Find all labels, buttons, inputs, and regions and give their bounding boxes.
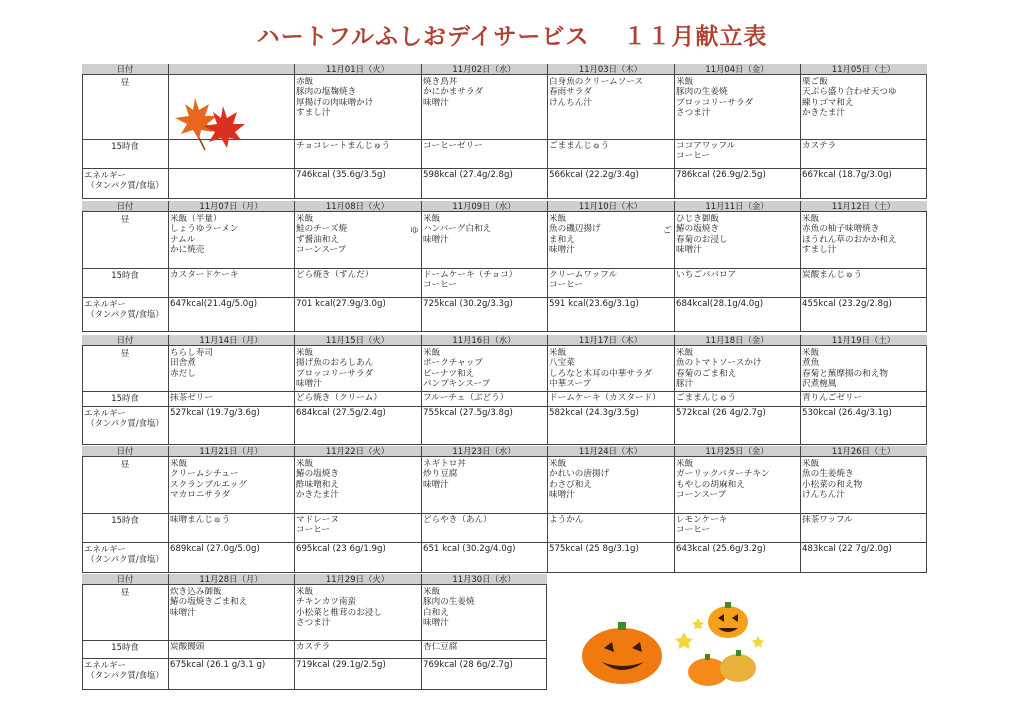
snack-menu: ようかん: [549, 515, 584, 525]
energy-value: 598kcal (27.4g/2.8g): [423, 170, 513, 180]
lunch-menu: 焼き鳥丼 かにかまサラダ 味噌汁: [423, 77, 484, 108]
lunch-menu: 米飯 豚肉の生姜焼 ブロッコリーサラダ さつま汁: [676, 77, 754, 119]
pumpkin-stem: [618, 622, 626, 630]
date-header: 11月03日（木）: [578, 64, 643, 74]
date-header: 11月24日（木）: [578, 446, 643, 456]
date-header: 11月30日（水）: [452, 574, 516, 584]
label-energy: エネルギー: [84, 544, 126, 554]
date-header: 11月02日（水）: [452, 64, 516, 74]
pumpkin-stem: [705, 654, 710, 660]
lunch-menu: 米飯 魚の生姜焼き 小松菜の和え物 けんちん汁: [802, 459, 863, 501]
lunch-menu: 米飯 豚肉の生姜焼 白和え 味噌汁: [423, 587, 475, 629]
energy-value: 527kcal (19.7g/3.6g): [170, 408, 260, 418]
lunch-menu: 白身魚のクリームソース 春雨サラダ けんちん汁: [549, 77, 644, 108]
lunch-menu: ちらし寿司 田舎煮 赤だし: [170, 348, 213, 379]
snack-menu: マドレーヌ コーヒー: [296, 515, 339, 536]
energy-value: 667kcal (18.7g/3.0g): [802, 170, 892, 180]
label-date: 日付: [116, 201, 134, 211]
label-date: 日付: [116, 574, 134, 584]
maple-leaves-illustration: [165, 92, 255, 154]
energy-value: 769kcal (28 6g/2.7g): [423, 660, 513, 670]
lunch-menu: 米飯 揚げ魚のおろしあん ブロッコリーサラダ 味噌汁: [296, 348, 374, 390]
snack-menu: カステラ: [802, 141, 837, 151]
lunch-menu: 栗ご飯 天ぷら盛り合わせ天つゆ 練りゴマ和え かきたま汁: [802, 77, 897, 119]
label-energy-sub: （タンパク質/食塩）: [86, 554, 164, 564]
lunch-menu: ひじき御飯 鰆の塩焼き 春菊のお浸し 味噌汁: [676, 214, 728, 256]
energy-value: 651 kcal (30.2g/4.0g): [423, 544, 516, 554]
pumpkin-stem: [725, 602, 731, 608]
maple-leaf-icon: [203, 106, 245, 148]
energy-value: 675kcal (26.1 g/3.1 g): [170, 660, 266, 670]
star-icon: [752, 636, 764, 648]
label-energy-sub: （タンパク質/食塩）: [86, 309, 164, 319]
lunch-menu: 赤飯 豚肉の塩麹焼き 厚揚げの肉味噌かけ すまし汁: [296, 77, 374, 119]
lunch-menu: 米飯 赤魚の柚子味噌焼き ほうれん草のおかか和え すまし汁: [802, 214, 897, 256]
date-header: 11月12日（土）: [831, 201, 896, 211]
date-header: 11月17日（木）: [578, 335, 643, 345]
lunch-menu: 米飯 ガーリックバターチキン もやしの胡麻和え コーンスープ: [676, 459, 770, 501]
date-header: 11月05日（土）: [831, 64, 896, 74]
lunch-menu: 米飯 ポークチャップ ピーナツ和え パンプキンスープ: [423, 348, 491, 390]
leaf-stem: [199, 138, 205, 150]
lunch-menu: 米飯 鮭のチーズ焼 ず醤油和え コーンスープ: [296, 214, 348, 256]
date-header: 11月18日（金）: [705, 335, 769, 345]
date-header: 11月28日（月）: [199, 574, 263, 584]
energy-value: 591 kcal(23.6g/3.1g): [549, 299, 639, 309]
pumpkin-icon: [720, 654, 756, 682]
date-header: 11月15日（火）: [325, 335, 390, 345]
week-block: [82, 201, 927, 332]
overflow-char: ご: [663, 226, 672, 237]
snack-menu: チョコレートまんじゅう: [296, 141, 391, 151]
label-snack: 15時食: [111, 270, 139, 280]
label-energy: エネルギー: [84, 408, 126, 418]
halloween-pumpkins-illustration: [580, 592, 770, 692]
snack-menu: 味噌まんじゅう: [170, 515, 231, 525]
date-header: 11月09日（水）: [452, 201, 516, 211]
label-lunch: 昼: [120, 459, 130, 469]
star-icon: [692, 618, 704, 630]
date-header: 11月11日（金）: [705, 201, 769, 211]
energy-value: 647kcal(21.4g/5.0g): [170, 299, 258, 309]
date-header: 11月14日（月）: [199, 335, 263, 345]
snack-menu: ドームケーキ（チョコ） コーヒー: [423, 270, 518, 291]
lunch-menu: 米飯 チキンカツ南蛮 小松菜と椎茸のお浸し さつま汁: [296, 587, 382, 629]
snack-menu: レモンケーキ コーヒー: [676, 515, 728, 536]
snack-menu: フルーチェ（ぶどう）: [423, 393, 509, 403]
energy-value: 725kcal (30.2g/3.3g): [423, 299, 513, 309]
pumpkin-icon: [582, 628, 662, 684]
snack-menu: 炭酸饅頭: [170, 642, 205, 652]
energy-value: 786kcal (26.9g/2.5g): [676, 170, 766, 180]
label-energy-sub: （タンパク質/食塩）: [86, 670, 164, 680]
energy-value: 684kcal(28.1g/4.0g): [676, 299, 764, 309]
label-date: 日付: [116, 446, 134, 456]
lunch-menu: 米飯 ハンバーグ白和え 味噌汁: [423, 214, 492, 245]
energy-value: 643kcal (25.6g/3.2g): [676, 544, 766, 554]
snack-menu: どらやき（あん）: [423, 515, 492, 525]
snack-menu: ごままんじゅう: [549, 141, 610, 151]
label-snack: 15時食: [111, 393, 139, 403]
snack-menu: ごままんじゅう: [676, 393, 737, 403]
label-snack: 15時食: [111, 515, 139, 525]
label-date: 日付: [116, 335, 134, 345]
title-text: ハートフルふしおデイサービス: [256, 24, 590, 50]
lunch-menu: 米飯 鰆の塩焼き 酢味噌和え かきたま汁: [296, 459, 339, 501]
snack-menu: 炭酸まんじゅう: [802, 270, 863, 280]
star-icon: [675, 632, 693, 649]
label-energy: エネルギー: [84, 299, 126, 309]
energy-value: 483kcal (22 7g/2.0g): [802, 544, 892, 554]
date-header: 11月22日（火）: [325, 446, 390, 456]
lunch-menu: 米飯 煮魚 春菊と蕪摩揚の和え物 沢煮椀風: [802, 348, 888, 390]
snack-menu: 青りんごゼリー: [802, 393, 863, 403]
title-month: １１月献立表: [623, 24, 768, 50]
energy-value: 689kcal (27.0g/5.0g): [170, 544, 260, 554]
date-header: 11月29日（火）: [325, 574, 390, 584]
snack-menu: どら焼き（クリーム）: [296, 393, 382, 403]
snack-menu: カスタードケーキ: [170, 270, 239, 280]
date-header: 11月01日（火）: [325, 64, 390, 74]
label-energy: エネルギー: [84, 660, 126, 670]
date-header: 11月26日（土）: [831, 446, 896, 456]
date-header: 11月21日（月）: [199, 446, 263, 456]
date-header: 11月19日（土）: [831, 335, 896, 345]
lunch-menu: 米飯 八宝菜 しろなと木耳の中華サラダ 中華スープ: [549, 348, 653, 390]
week-block: [82, 335, 927, 445]
snack-menu: いちごババロア: [676, 270, 737, 280]
snack-menu: カステラ: [296, 642, 331, 652]
energy-value: 695kcal (23 6g/1.9g): [296, 544, 386, 554]
lunch-menu: 米飯 魚のトマトソースかけ 春菊のごま和え 豚汁: [676, 348, 762, 390]
label-energy-sub: （タンパク質/食塩）: [86, 180, 164, 190]
energy-value: 455kcal (23.2g/2.8g): [802, 299, 892, 309]
snack-menu: ドームケーキ（カスタード）: [549, 393, 661, 403]
energy-value: 575kcal (25 8g/3.1g): [549, 544, 639, 554]
date-header: [168, 64, 294, 75]
lunch-menu: 炊き込み御飯 鰆の塩焼きごま和え 味噌汁: [170, 587, 248, 618]
energy-value: 701 kcal(27.9g/3.0g): [296, 299, 386, 309]
label-date: 日付: [116, 64, 134, 74]
date-header: 11月16日（水）: [452, 335, 516, 345]
page-title: [0, 18, 1024, 51]
date-header: 11月23日（水）: [452, 446, 516, 456]
lunch-menu: ネギトロ丼 炒り豆腐 味噌汁: [423, 459, 466, 490]
snack-menu: コーヒーゼリー: [423, 141, 483, 151]
label-lunch: 昼: [120, 348, 130, 358]
snack-menu: どら焼き（ずんだ）: [296, 270, 374, 280]
snack-menu: ココアワッフル コーヒー: [676, 141, 736, 162]
date-header: 11月10日（木）: [578, 201, 643, 211]
snack-menu: 杏仁豆腐: [423, 642, 458, 652]
energy-value: 566kcal (22.2g/3.4g): [549, 170, 639, 180]
week-block: [82, 574, 927, 690]
lunch-menu: 米飯（半量） しょうゆラーメン ナムル かに焼売: [170, 214, 239, 256]
date-header: 11月08日（火）: [325, 201, 390, 211]
maple-leaf-icon: [175, 98, 217, 140]
pumpkin-stem: [736, 650, 741, 656]
label-lunch: 昼: [120, 77, 130, 87]
energy-value: 719kcal (29.1g/2.5g): [296, 660, 386, 670]
date-header: 11月07日（月）: [199, 201, 263, 211]
label-lunch: 昼: [120, 214, 130, 224]
snack-menu: 抹茶ゼリー: [170, 393, 213, 403]
energy-value: 572kcal (26 4g/2.7g): [676, 408, 766, 418]
label-snack: 15時食: [111, 141, 139, 151]
overflow-char: ゆ: [410, 226, 419, 237]
energy-value: 582kcal (24.3g/3.5g): [549, 408, 639, 418]
label-lunch: 昼: [120, 587, 130, 597]
pumpkin-icon: [708, 606, 748, 638]
energy-value: 755kcal (27.5g/3.8g): [423, 408, 513, 418]
energy-value: 530kcal (26.4g/3.1g): [802, 408, 892, 418]
lunch-menu: 米飯 クリームシチュー スクランブルエッグ マカロニサラダ: [170, 459, 247, 501]
label-energy-sub: （タンパク質/食塩）: [86, 418, 164, 428]
label-energy: エネルギー: [84, 170, 126, 180]
lunch-menu: 米飯 かれいの唐揚げ わさび和え 味噌汁: [549, 459, 610, 501]
date-header: 11月04日（金）: [705, 64, 769, 74]
snack-menu: 抹茶ワッフル: [802, 515, 853, 525]
week-block: [82, 446, 927, 573]
date-header: 11月25日（金）: [705, 446, 769, 456]
snack-menu: クリームワッフル コーヒー: [549, 270, 617, 291]
label-snack: 15時食: [111, 642, 139, 652]
energy-value: 746kcal (35.6g/3.5g): [296, 170, 386, 180]
lunch-menu: 米飯 魚の磯辺揚げ ま和え 味噌汁: [549, 214, 601, 256]
energy-value: 684kcal (27.5g/2.4g): [296, 408, 386, 418]
